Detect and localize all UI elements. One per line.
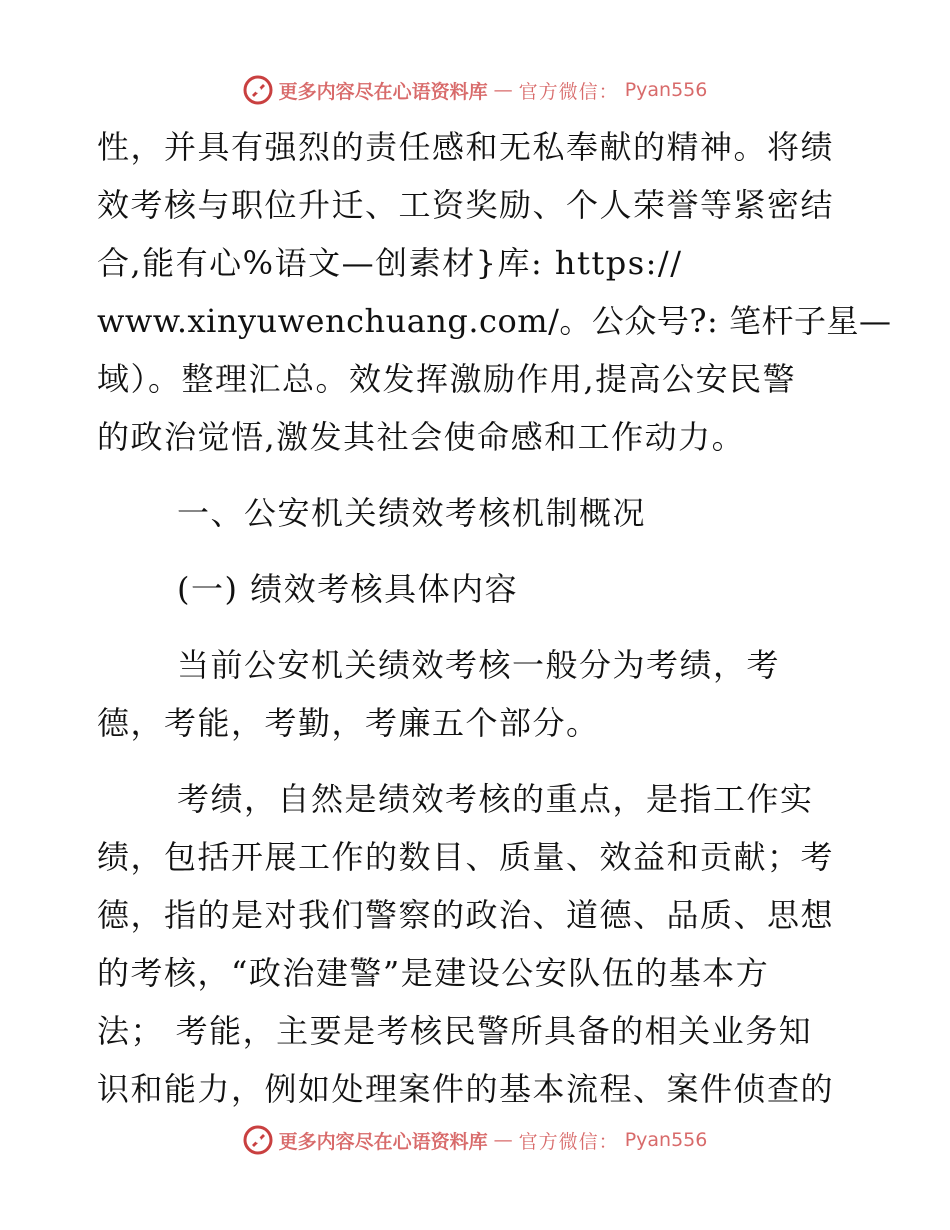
text-line: 的政治觉悟,激发其社会使命感和工作动力。	[97, 418, 746, 456]
paragraph-3	[97, 770, 857, 1118]
text-line: 的考核，“政治建警”是建设公安队伍的基本方	[97, 954, 770, 992]
watermark-main-text: 更多内容尽在心语资料库	[278, 1130, 488, 1153]
watermark-dash: —	[493, 79, 513, 101]
text-line: 德，指的是对我们警察的政治、道德、品质、思想	[97, 896, 835, 934]
text-line: 当前公安机关绩效考核一般分为考绩，考	[177, 646, 781, 684]
paragraph-1	[97, 118, 892, 466]
watermark-sub-text: 官方微信：	[518, 1130, 619, 1153]
watermark-wechat-id: Pyan556	[624, 1129, 708, 1151]
watermark-main-text: 更多内容尽在心语资料库	[278, 80, 488, 103]
text-line: 合,能有心%语文—创素材}库: https://	[97, 244, 683, 282]
text-line: 考绩，自然是绩效考核的重点，是指工作实	[177, 780, 814, 818]
logo-icon	[243, 75, 273, 105]
text-line: 绩，包括开展工作的数目、质量、效益和贡献；考	[97, 838, 835, 876]
text-line: 法； 考能，主要是考核民警所具备的相关业务知	[97, 1012, 813, 1050]
text-line: 性，并具有强烈的责任感和无私奉献的精神。将绩	[97, 128, 835, 166]
watermark-dash: —	[493, 1129, 513, 1151]
logo-icon	[243, 1125, 273, 1155]
text-line: 识和能力，例如处理案件的基本流程、案件侦查的	[97, 1070, 835, 1108]
text-line: www.xinyuwenchuang.com/。公众号?: 笔杆子星—	[97, 302, 892, 340]
text-line: 域）。整理汇总。效发挥激励作用,提高公安民警	[97, 360, 797, 398]
subsection-heading: (一) 绩效考核具体内容	[177, 570, 519, 608]
section-heading: 一、公安机关绩效考核机制概况	[177, 494, 647, 532]
watermark-wechat-id: Pyan556	[624, 79, 708, 101]
paragraph-2	[97, 636, 857, 752]
header-watermark	[0, 70, 950, 110]
watermark-sub-text: 官方微信：	[518, 80, 619, 103]
text-line: 德，考能，考勤，考廉五个部分。	[97, 704, 600, 742]
document-body	[97, 118, 892, 1118]
text-line: 效考核与职位升迁、工资奖励、个人荣誉等紧密结	[97, 186, 835, 224]
footer-watermark	[0, 1120, 950, 1160]
